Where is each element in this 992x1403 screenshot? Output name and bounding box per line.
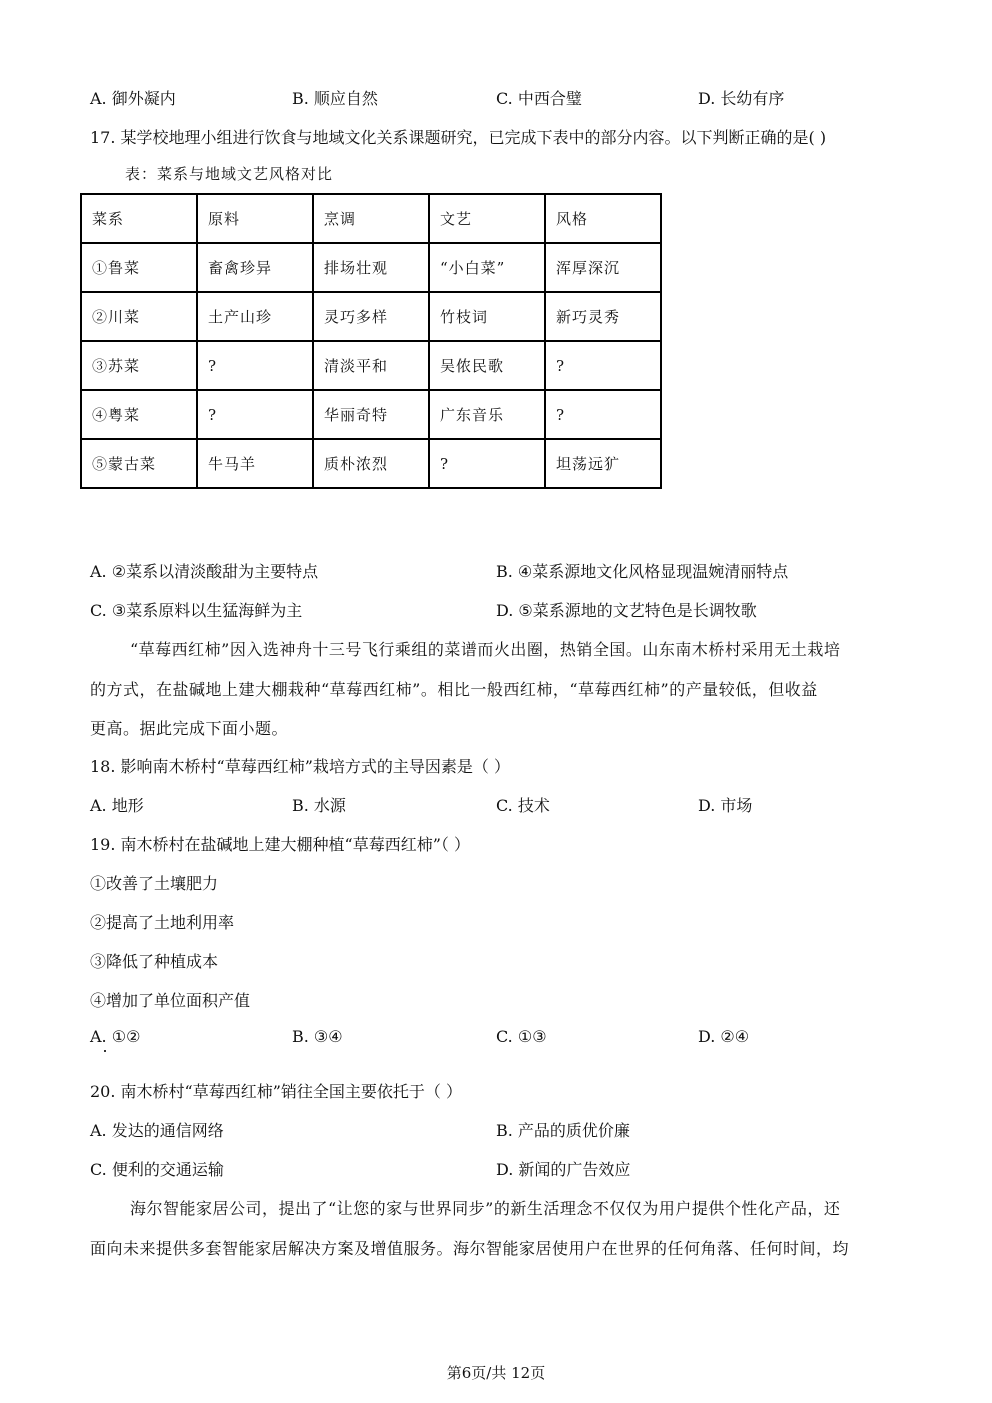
q19-option-a: A. ①② <box>90 1027 141 1046</box>
q19-item: ③降低了种植成本 <box>90 952 219 971</box>
q18-option-c: C. 技术 <box>496 796 550 815</box>
q20-option-b: B. 产品的质优价廉 <box>496 1121 630 1140</box>
q18-stem: 18. 影响南木桥村“草莓西红柿”栽培方式的主导因素是（ ） <box>90 757 510 776</box>
table-row <box>81 390 661 439</box>
table-cell: 竹枝词 <box>429 292 545 341</box>
q18-option-b: B. 水源 <box>292 796 346 815</box>
table-caption: 表：菜系与地域文艺风格对比 <box>125 165 334 183</box>
q16-option-a: A. 御外凝内 <box>90 89 176 108</box>
stray-dot <box>104 1050 106 1052</box>
table-header-cell: 风格 <box>545 194 661 243</box>
table-row <box>81 243 661 292</box>
q19-item: ①改善了土壤肥力 <box>90 874 219 893</box>
q19-item: ④增加了单位面积产值 <box>90 991 251 1010</box>
q19-item: ②提高了土地利用率 <box>90 913 235 932</box>
q20-option-d: D. 新闻的广告效应 <box>496 1160 631 1179</box>
table-cell: ? <box>197 341 313 390</box>
passage2-line2: 面向未来提供多套智能家居解决方案及增值服务。海尔智能家居使用户在世界的任何角落、任何时间，均 <box>90 1239 850 1258</box>
q19-option-b: B. ③④ <box>292 1027 343 1046</box>
table-header-cell: 烹调 <box>313 194 429 243</box>
table-cell: 华丽奇特 <box>313 390 429 439</box>
q16-option-b: B. 顺应自然 <box>292 89 378 108</box>
q17-stem: 17. 某学校地理小组进行饮食与地域文化关系课题研究，已完成下表中的部分内容。以下判断正确的是( ) <box>90 128 827 147</box>
table-row <box>81 439 661 488</box>
table-cell: 畜禽珍异 <box>197 243 313 292</box>
table-cell: 新巧灵秀 <box>545 292 661 341</box>
table-cell: ? <box>429 439 545 488</box>
table-cell: 土产山珍 <box>197 292 313 341</box>
table-cell: 灵巧多样 <box>313 292 429 341</box>
table-cell: ④粤菜 <box>81 390 197 439</box>
q20-option-c: C. 便利的交通运输 <box>90 1160 224 1179</box>
table-cell: ①鲁菜 <box>81 243 197 292</box>
q16-option-d: D. 长幼有序 <box>698 89 785 108</box>
q19-stem: 19. 南木桥村在盐碱地上建大棚种植“草莓西红柿”（ ） <box>90 835 470 854</box>
passage1-line2: 的方式，在盐碱地上建大棚栽种“草莓西红柿”。相比一般西红柿，“草莓西红柿”的产量较低，但收益 <box>90 680 818 699</box>
q19-option-d: D. ②④ <box>698 1027 750 1046</box>
table-cell: ? <box>545 341 661 390</box>
table-header-cell: 文艺 <box>429 194 545 243</box>
q17-option-a: A. ②菜系以清淡酸甜为主要特点 <box>90 562 319 581</box>
table-cell: 质朴浓烈 <box>313 439 429 488</box>
table-cell: ②川菜 <box>81 292 197 341</box>
table-header-row <box>81 194 661 243</box>
passage2-line1: 海尔智能家居公司，提出了“让您的家与世界同步”的新生活理念不仅仅为用户提供个性化产品，还 <box>130 1199 841 1218</box>
table-cell: “小白菜” <box>429 243 545 292</box>
table-cell: ? <box>545 390 661 439</box>
table-cell: 排场壮观 <box>313 243 429 292</box>
table-cell: 牛马羊 <box>197 439 313 488</box>
page-number: 第6页/共 12页 <box>446 1364 546 1382</box>
table-cell: 广东音乐 <box>429 390 545 439</box>
table-cell: 浑厚深沉 <box>545 243 661 292</box>
table-header-cell: 菜系 <box>81 194 197 243</box>
q16-option-c: C. 中西合璧 <box>496 89 582 108</box>
table-cell: ? <box>197 390 313 439</box>
table-row <box>81 341 661 390</box>
table-cell: 坦荡远犷 <box>545 439 661 488</box>
passage1-line1: “草莓西红柿”因入选神舟十三号飞行乘组的菜谱而火出圈，热销全国。山东南木桥村采用无土栽培 <box>130 640 841 659</box>
table-cell: 吴侬民歌 <box>429 341 545 390</box>
q20-stem: 20. 南木桥村“草莓西红柿”销往全国主要依托于（ ） <box>90 1082 462 1101</box>
table-cell: ⑤蒙古菜 <box>81 439 197 488</box>
passage1-line3: 更高。据此完成下面小题。 <box>90 719 289 738</box>
q17-option-c: C. ③菜系原料以生猛海鲜为主 <box>90 601 303 620</box>
q20-option-a: A. 发达的通信网络 <box>90 1121 224 1140</box>
q17-option-b: B. ④菜系源地文化风格显现温婉清丽特点 <box>496 562 789 581</box>
table-cell: ③苏菜 <box>81 341 197 390</box>
q17-option-d: D. ⑤菜系源地的文艺特色是长调牧歌 <box>496 601 757 620</box>
table-cell: 清淡平和 <box>313 341 429 390</box>
q19-option-c: C. ①③ <box>496 1027 547 1046</box>
q18-option-a: A. 地形 <box>90 796 144 815</box>
table-row <box>81 292 661 341</box>
cuisine-table <box>80 193 662 489</box>
table-header-cell: 原料 <box>197 194 313 243</box>
q18-option-d: D. 市场 <box>698 796 753 815</box>
